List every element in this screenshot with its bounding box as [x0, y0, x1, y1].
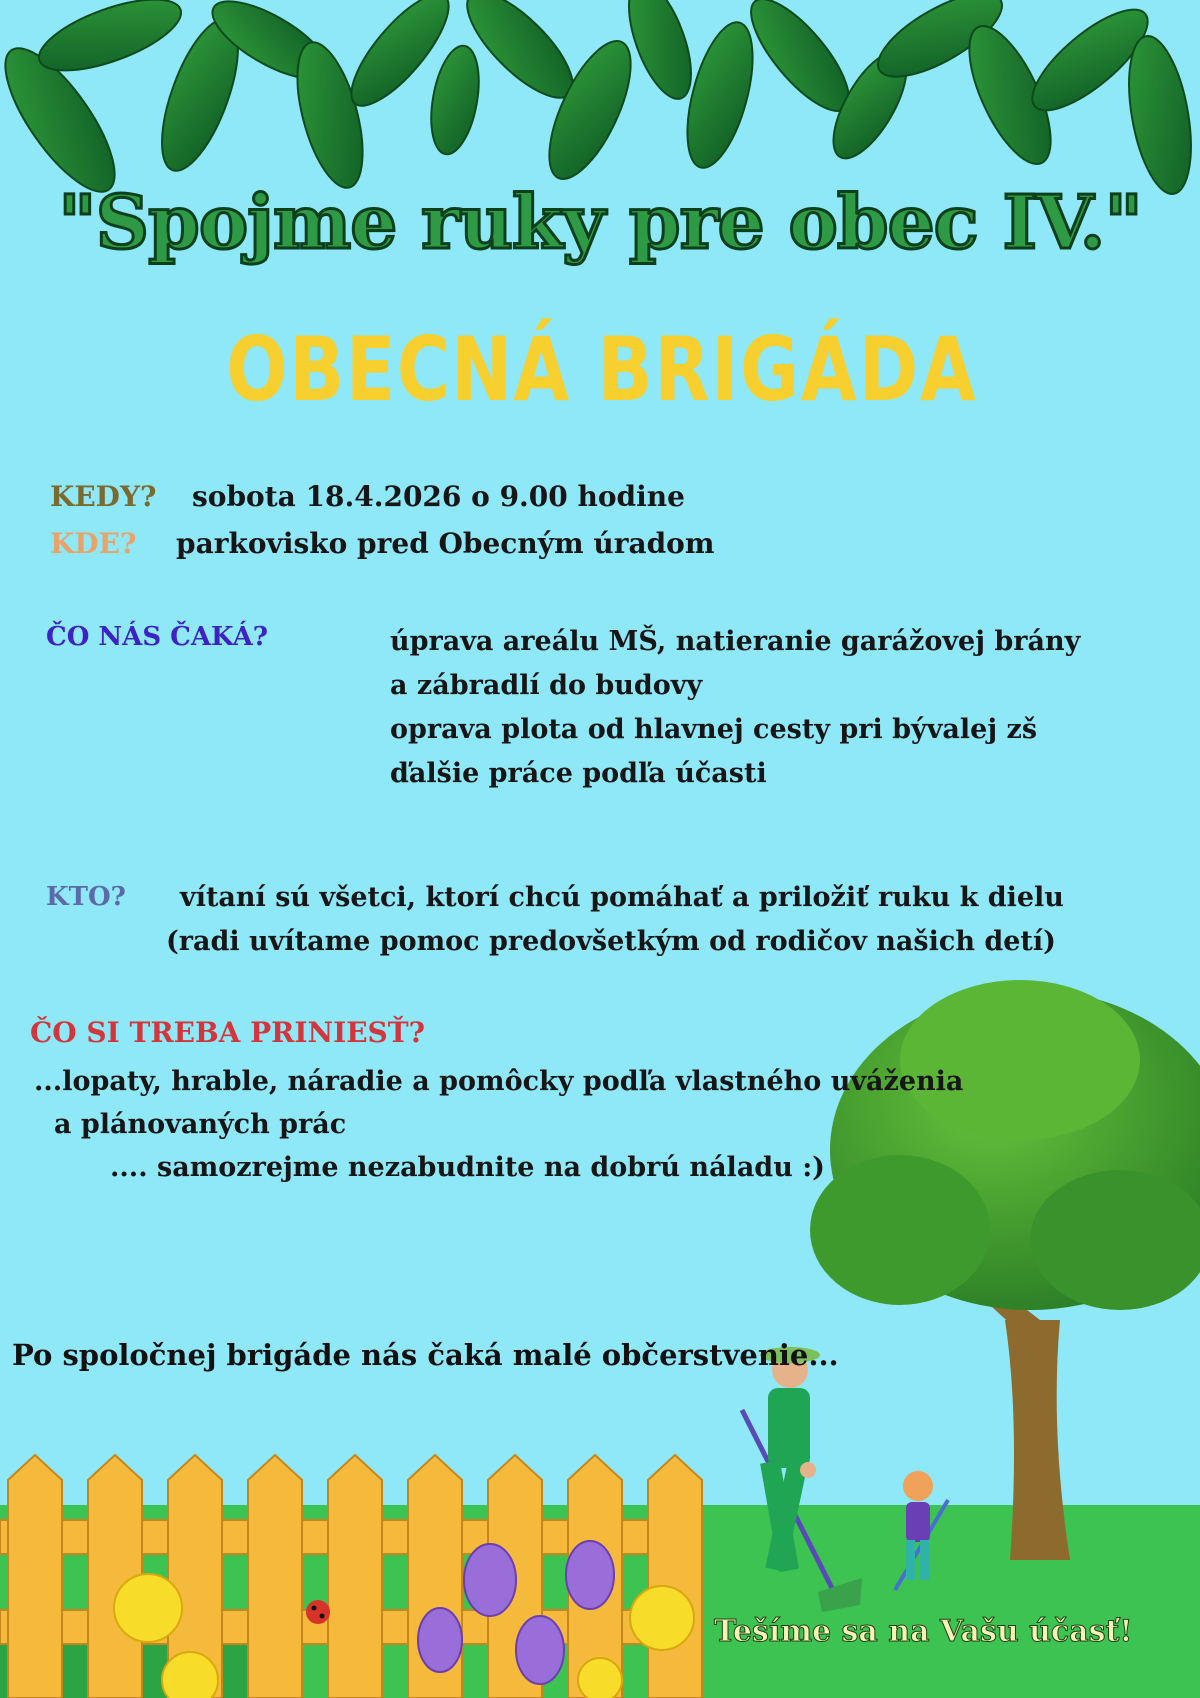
- ladybug: [306, 1600, 330, 1624]
- where-label: KDE?: [50, 527, 137, 560]
- leaves-decoration: [0, 0, 1200, 207]
- bring-label: ČO SI TREBA PRINIESŤ?: [30, 1016, 425, 1049]
- refreshment-note: Po spoločnej brigáde nás čaká malé občerstvenie...: [12, 1338, 839, 1372]
- when-value: sobota 18.4.2026 o 9.00 hodine: [192, 480, 685, 513]
- when-label: KEDY?: [50, 480, 157, 513]
- bring-item: ...lopaty, hrable, náradie a pomôcky podľa vlastného uváženia: [34, 1066, 964, 1097]
- who-label: KTO?: [46, 882, 126, 912]
- task-item: oprava plota od hlavnej cesty pri bývalej zš: [390, 714, 1038, 745]
- who-note: (radi uvítame pomoc predovšetkým od rodičov našich detí): [166, 926, 1056, 957]
- bring-item: a plánovaných prác: [54, 1109, 347, 1140]
- tasks-label: ČO NÁS ČAKÁ?: [46, 622, 268, 652]
- where-value: parkovisko pred Obecným úradom: [176, 527, 715, 560]
- footer-message: Tešíme sa na Vašu účasť!: [714, 1614, 1133, 1649]
- bring-item: .... samozrejme nezabudnite na dobrú náladu :): [110, 1152, 825, 1183]
- tasks-list: [390, 620, 1080, 796]
- task-item: úprava areálu MŠ, natieranie garážovej brány: [390, 626, 1081, 657]
- event-title: "Spojme ruky pre obec IV.": [58, 180, 1142, 266]
- task-item: a zábradlí do budovy: [390, 670, 703, 701]
- bring-list: [34, 1060, 963, 1189]
- event-subtitle: OBECNÁ BRIGÁDA: [226, 318, 978, 421]
- task-item: ďalšie práce podľa účasti: [390, 758, 767, 789]
- who-value: vítaní sú všetci, ktorí chcú pomáhať a priložiť ruku k dielu: [180, 882, 1064, 913]
